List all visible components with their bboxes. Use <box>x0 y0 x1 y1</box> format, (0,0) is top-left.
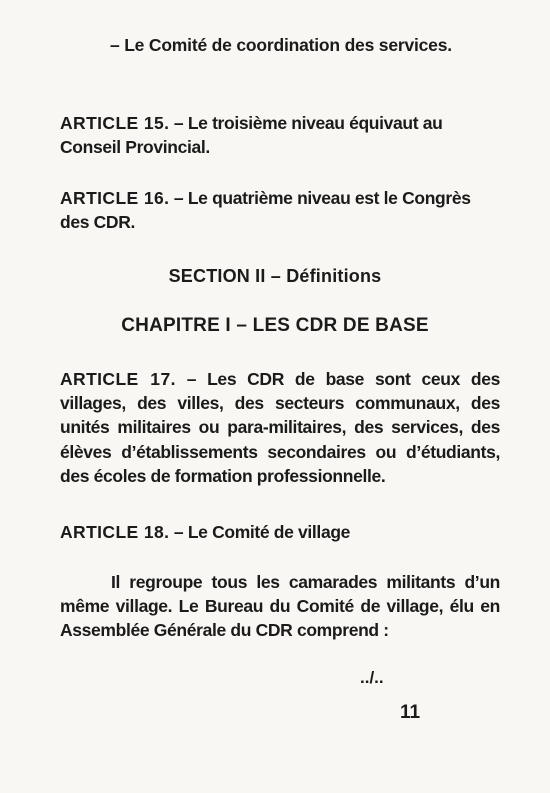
article-17-label: ARTICLE 17. <box>60 369 176 389</box>
article-17 <box>60 367 500 488</box>
article-15-text: – Le troisième niveau équivaut au Conseil Provincial. <box>60 113 443 158</box>
section-heading: SECTION II – Définitions <box>168 266 382 286</box>
chapter-heading: CHAPITRE I – LES CDR DE BASE <box>121 315 429 336</box>
continuation-mark: ../.. <box>360 668 384 687</box>
article-18-paragraph: Il regroupe tous les camarades militants d’un même village. Le Bureau du Comité de village, élu en Assemblée Générale du CDR comprend : <box>60 572 500 641</box>
article-15 <box>60 111 500 159</box>
article-16 <box>60 186 500 234</box>
article-18 <box>60 520 500 544</box>
article-18-label: ARTICLE 18. <box>60 522 170 542</box>
article-16-label: ARTICLE 16. <box>60 188 170 208</box>
article-16-text: – Le quatrième niveau est le Congrès des CDR. <box>60 188 471 233</box>
article-18-text: – Le Comité de village <box>169 522 351 542</box>
article-17-text: – Les CDR de base sont ceux des villages, des villes, des secteurs communaux, des unités militaires ou para-militaires, des services, des élèves d’établissements secondaires ou d’étudiants, des écoles de formation professionnelle. <box>60 369 500 486</box>
article-15-label: ARTICLE 15. <box>60 113 170 133</box>
committee-line: – Le Comité de coordination des services. <box>110 35 452 55</box>
page-number: 11 <box>400 702 421 723</box>
